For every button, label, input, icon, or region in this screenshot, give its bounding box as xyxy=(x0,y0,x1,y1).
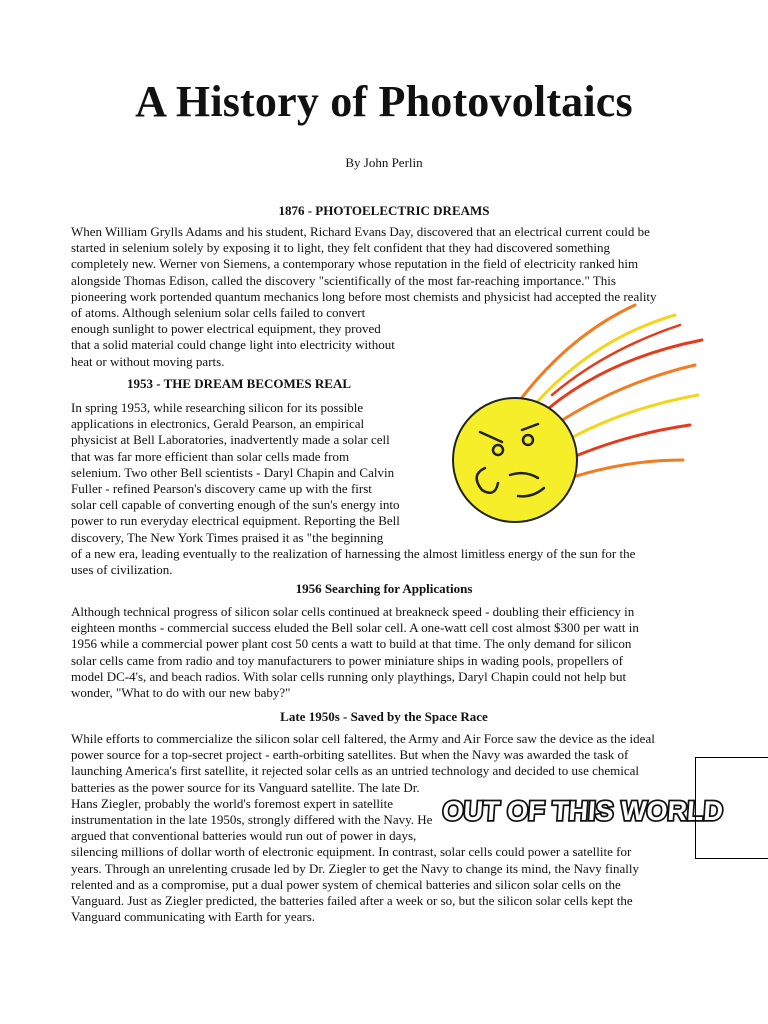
text-line: Fuller - refined Pearson's discovery came up with the first xyxy=(71,481,372,497)
text-line: In spring 1953, while researching silicon for its possible xyxy=(71,400,364,415)
text-line: solar cell capable of converting enough of the sun's energy into xyxy=(71,497,400,513)
text-line: of atoms. Although selenium solar cells failed to convert xyxy=(71,305,366,321)
text-line: pioneering work portended quantum mechanics long before most chemists and physicist had accepted the reality xyxy=(71,288,657,304)
text-line: argued that conventional batteries would run out of power in days, xyxy=(71,828,417,844)
text-line: eighteen months - commercial success eluded the Bell solar cell. A one-watt cell cost almost $300 per watt in xyxy=(71,620,639,636)
text-line: enough sunlight to power electrical equipment, they proved xyxy=(71,321,381,337)
sun-illustration xyxy=(440,300,710,540)
section-heading-1876: 1876 - PHOTOELECTRIC DREAMS xyxy=(278,203,490,218)
page-title: A History of Photovoltaics xyxy=(135,77,633,126)
section-body-1956 xyxy=(71,604,639,701)
text-line: When William Grylls Adams and his student, Richard Evans Day, discovered that an electrical current could be xyxy=(71,224,650,239)
banner-text: OUT OF THIS WORLD xyxy=(441,796,725,826)
text-line: Hans Ziegler, probably the world's foremost expert in satellite xyxy=(71,795,394,811)
text-line: heat or without moving parts. xyxy=(71,353,225,369)
section-heading-1953: 1953 - THE DREAM BECOMES REAL xyxy=(127,376,352,391)
text-line: relented and as a compromise, put a dual power system of chemical batteries and silicon solar cells on the xyxy=(71,876,621,892)
out-of-this-world-banner xyxy=(441,780,725,838)
text-line: power to run everyday electrical equipment. Reporting the Bell xyxy=(71,513,400,529)
byline: By John Perlin xyxy=(345,155,423,170)
text-line: wonder, "What to do with our new baby?" xyxy=(71,685,291,701)
text-line: instrumentation in the late 1950s, strongly differed with the Navy. He xyxy=(71,812,433,828)
text-line: While efforts to commercialize the silicon solar cell faltered, the Army and Air Force saw the device as the ideal xyxy=(71,731,655,746)
text-line: Vanguard communicating with Earth for years. xyxy=(71,909,316,925)
text-line: uses of civilization. xyxy=(71,562,173,578)
text-line: solar cells came from radio and toy manufacturers to power miniature ships in wading pools, propellers of xyxy=(71,652,623,668)
text-line: of a new era, leading eventually to the realization of harnessing the almost limitless energy of the sun for the xyxy=(71,545,636,561)
text-line: that was far more efficient than solar cells made from xyxy=(71,448,350,464)
text-line: years. Through an unrelenting crusade led by Dr. Ziegler to get the Navy to change its mind, the Navy finally xyxy=(71,860,639,876)
text-line: that a solid material could change light into electricity without xyxy=(71,337,395,353)
text-line: selenium. Two other Bell scientists - Daryl Chapin and Calvin xyxy=(71,464,395,480)
text-line: physicist at Bell Laboratories, inadvertently made a solar cell xyxy=(71,432,390,448)
text-line: Vanguard. Just as Ziegler predicted, the batteries failed after a week or so, but the silicon solar cells kept the xyxy=(71,893,633,909)
text-line: power source for a top-secret project - earth-orbiting satellites. But when the Navy was awarded the task of xyxy=(71,747,629,763)
text-line: completely new. Werner von Siemens, a contemporary whose reputation in the field of electricity ranked him xyxy=(71,256,639,272)
text-line: applications in electronics, Gerald Pearson, an empirical xyxy=(71,416,365,432)
text-line: launching America's first satellite, it rejected solar cells as an untried technology and decided to use chemical xyxy=(71,763,640,779)
section-heading-1956: 1956 Searching for Applications xyxy=(295,581,473,596)
text-line: 1956 while a commercial power plant cost 50 cents a watt to build at that time. The only demand for silicon xyxy=(71,636,632,652)
text-line: batteries as the power source for its Vanguard satellite. The late Dr. xyxy=(71,779,420,795)
text-line: discovery, The New York Times praised it as "the beginning xyxy=(71,529,384,545)
frame-box xyxy=(695,757,768,859)
text-line: silencing millions of dollar worth of electronic equipment. In contrast, solar cells could power a satellite for xyxy=(71,844,632,860)
text-line: alongside Thomas Edison, called the discovery "scientifically of the most far-reaching importance." This xyxy=(71,272,616,288)
text-line: model DC-4's, and beach radios. With solar cells running only playthings, Daryl Chapin could not help but xyxy=(71,668,627,684)
text-line: Although technical progress of silicon solar cells continued at breakneck speed - doubling their efficiency in xyxy=(71,604,635,619)
section-heading-late-1950s: Late 1950s - Saved by the Space Race xyxy=(280,709,488,724)
text-line: started in selenium solely by exposing it to light, they felt confident that they had discovered something xyxy=(71,240,611,256)
